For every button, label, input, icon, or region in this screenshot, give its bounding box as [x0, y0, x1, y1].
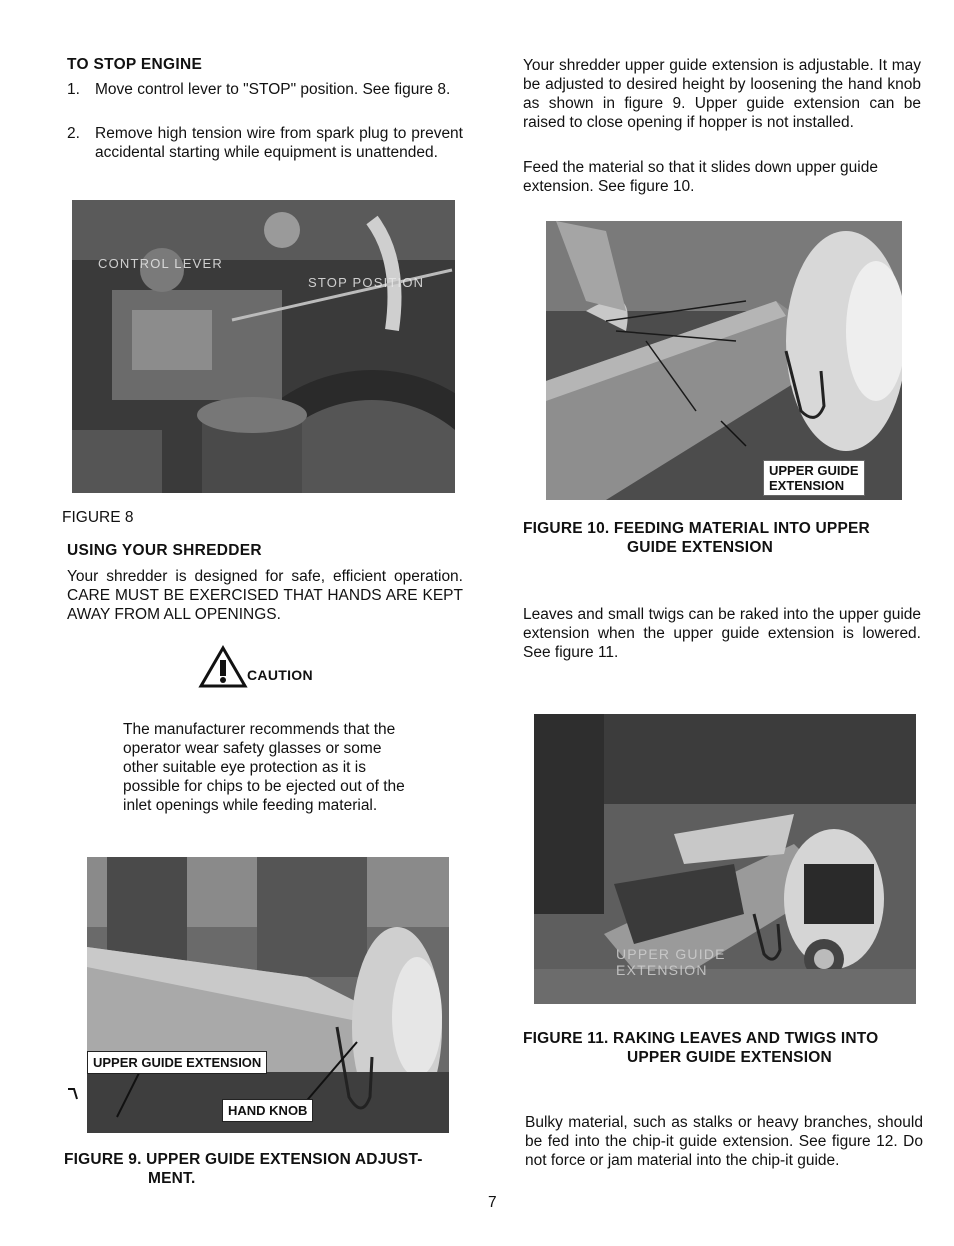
step-number: 2.	[67, 125, 80, 142]
figure-11-caption	[523, 1029, 933, 1067]
caption-line: UPPER GUIDE EXTENSION	[627, 1049, 832, 1066]
step-text: Move control lever to "STOP" position. See figure 8.	[95, 81, 451, 98]
figure-11-photo	[534, 714, 916, 1004]
page-number: 7	[488, 1194, 497, 1211]
control-lever-overlay: CONTROL LEVER	[98, 256, 223, 271]
hand-knob-label: HAND KNOB	[222, 1099, 313, 1122]
stop-engine-heading: TO STOP ENGINE	[67, 56, 203, 73]
caution-text: The manufacturer recommends that the operator wear safety glasses or some other suitable eye protection as it is possible for chips to be ejected out of the inlet openings while feeding material.	[123, 721, 405, 814]
label-line: UPPER GUIDE	[769, 463, 859, 478]
stop-engine-step-2	[67, 124, 463, 162]
figure-9-photo	[87, 857, 449, 1133]
figure-10-photo	[546, 221, 902, 500]
caution-label: CAUTION	[247, 667, 313, 683]
caption-line: FIGURE 10. FEEDING MATERIAL INTO UPPER	[523, 520, 870, 537]
figure-8-caption: FIGURE 8	[62, 509, 134, 526]
caption-line: MENT.	[148, 1170, 196, 1187]
label-line: EXTENSION	[769, 478, 845, 493]
step-text: Remove high tension wire from spark plug to prevent accidental starting while equipment is unattended.	[95, 125, 463, 161]
figure-10-caption	[523, 519, 933, 557]
raking-paragraph: Leaves and small twigs can be raked into the upper guide extension when the upper guide extension is lowered. See figure 11.	[523, 606, 921, 661]
figure-8-photo	[72, 200, 455, 493]
arrow-mark-icon	[67, 1087, 79, 1101]
stop-engine-step-1	[67, 80, 463, 99]
step-number: 1.	[67, 81, 80, 98]
using-shredder-text: Your shredder is designed for safe, efficient operation. CARE MUST BE EXERCISED THAT HANDS ARE KEPT AWAY FROM ALL OPENINGS.	[67, 568, 463, 623]
overlay-line: EXTENSION	[616, 962, 708, 978]
figure-9-caption	[64, 1150, 474, 1188]
adjustable-paragraph: Your shredder upper guide extension is adjustable. It may be adjusted to desired height by loosening the hand knob as shown in figure 9. Upper guide extension can be raised to close opening if hopper is not installed.	[523, 57, 921, 131]
feed-material-paragraph: Feed the material so that it slides down upper guide extension. See figure 10.	[523, 159, 878, 195]
stop-position-overlay: STOP POSITION	[308, 275, 425, 290]
upper-guide-extension-label: UPPER GUIDE EXTENSION	[87, 1051, 267, 1074]
upper-guide-extension-overlay	[616, 946, 726, 978]
caption-line: FIGURE 11. RAKING LEAVES AND TWIGS INTO	[523, 1030, 879, 1047]
overlay-line: UPPER GUIDE	[616, 946, 726, 962]
upper-guide-extension-label	[763, 460, 865, 496]
using-shredder-heading: USING YOUR SHREDDER	[67, 542, 262, 559]
bulky-material-paragraph: Bulky material, such as stalks or heavy branches, should be fed into the chip-it guide extension. See figure 12. Do not force or jam material into the chip-it guide.	[525, 1114, 923, 1169]
caption-line: FIGURE 9. UPPER GUIDE EXTENSION ADJUST-	[64, 1151, 423, 1168]
caption-line: GUIDE EXTENSION	[627, 539, 773, 556]
caution-warning-icon	[198, 645, 248, 689]
